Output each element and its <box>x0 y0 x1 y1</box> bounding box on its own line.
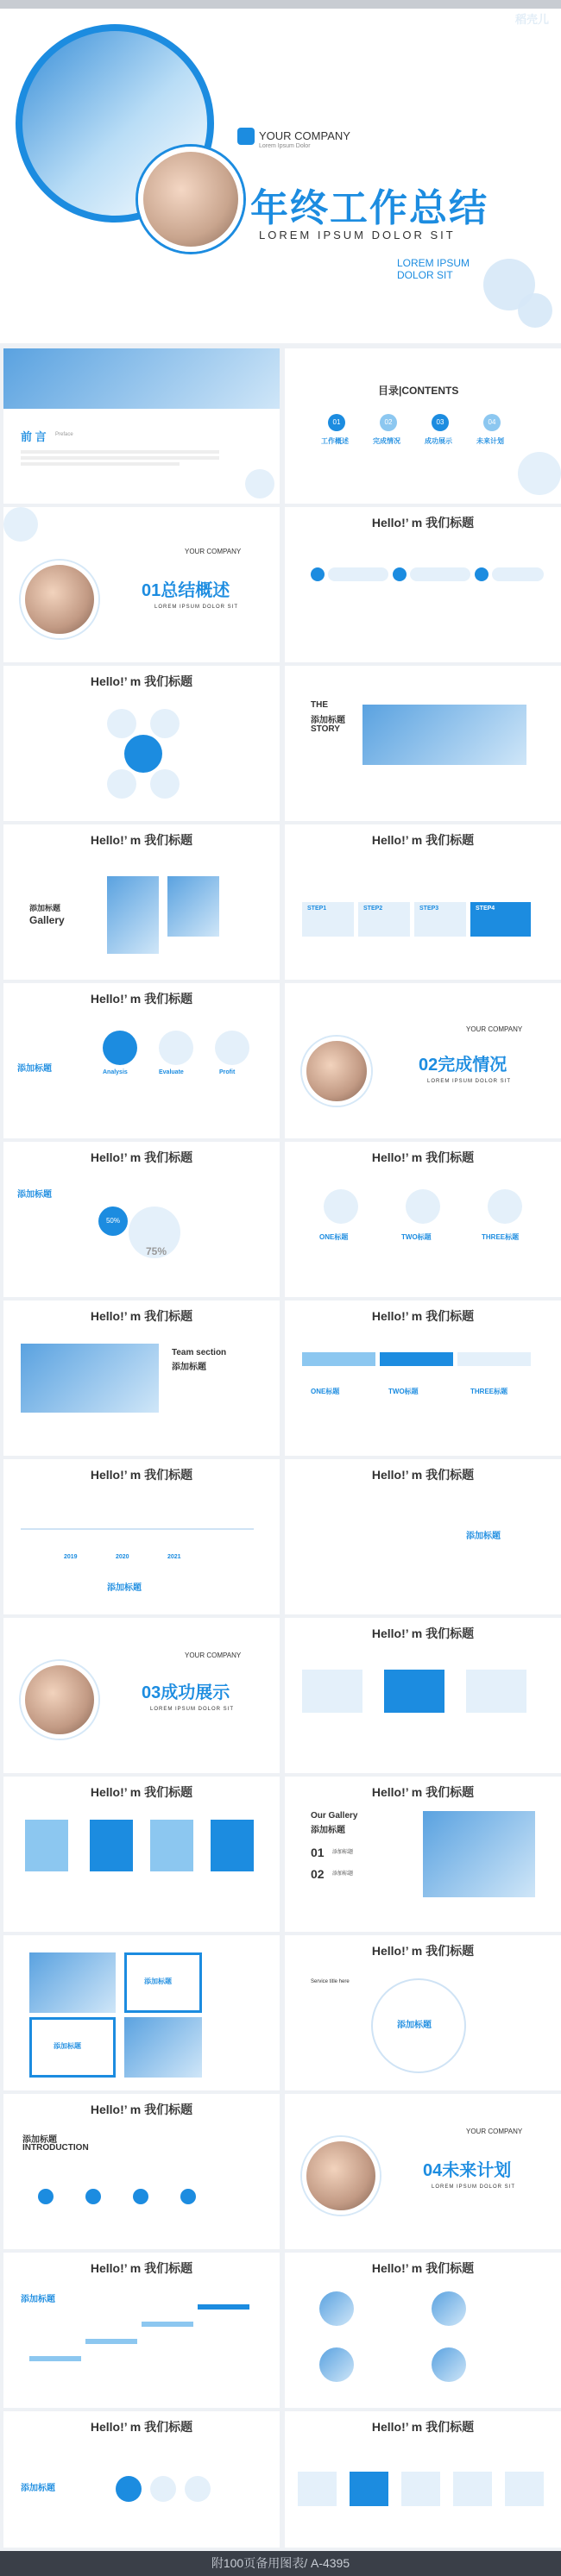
timeline-title: 添加标题 <box>107 1583 142 1593</box>
gallery-en: Gallery <box>29 914 65 926</box>
slide-hello-a <box>285 507 561 662</box>
slide-contents <box>285 348 561 504</box>
option-circle <box>150 769 180 799</box>
photo-card <box>29 1952 116 2013</box>
our-gallery-photo <box>423 1811 535 1897</box>
cover-title: 年终工作总结 <box>250 187 489 229</box>
step-card-4 <box>211 1820 254 1871</box>
decor-dot <box>518 452 561 495</box>
service-text: Service title here <box>311 1979 350 1984</box>
slide-header: Hello!’ m 我们标题 <box>371 1785 475 1799</box>
process-label-2: Evaluate <box>159 1069 184 1075</box>
stairs-title: 添加标题 <box>21 2295 55 2304</box>
gallery-photo <box>107 876 159 954</box>
story-title: 添加标题 <box>311 716 345 725</box>
option-circle-3 <box>488 1189 522 1224</box>
handshake-photo <box>302 1037 371 1106</box>
handshake-photo <box>302 2137 380 2215</box>
option-label-2: TWO标题 <box>388 1388 419 1395</box>
slide-section3 <box>3 1618 280 1773</box>
slide-our-gallery <box>285 1777 561 1932</box>
section-title: 04未来计划 <box>423 2161 512 2180</box>
stair-1 <box>29 2356 81 2361</box>
title-card <box>124 1952 202 2013</box>
company-name: YOUR COMPANY <box>185 1652 242 1659</box>
option-label-3: THREE标题 <box>470 1388 508 1395</box>
cover-handshake-photo <box>138 147 243 252</box>
step-box-3 <box>414 902 466 937</box>
decor-dot <box>245 469 274 498</box>
slide-header: Hello!’ m 我们标题 <box>90 674 193 688</box>
slide-step-grid <box>3 1777 280 1932</box>
gallery-item-1: 添加标题 <box>332 1850 354 1855</box>
slide-header: Hello!’ m 我们标题 <box>371 1944 475 1958</box>
percent-title: 添加标题 <box>17 1190 52 1200</box>
section-title: 02完成情况 <box>419 1056 507 1075</box>
step-box-2 <box>358 902 410 937</box>
year-1: 2019 <box>64 1554 78 1560</box>
slide-header: Hello!’ m 我们标题 <box>371 1626 475 1640</box>
preface-body <box>21 450 219 466</box>
preface-title: 前 言 <box>21 430 47 443</box>
step-dot <box>311 567 325 581</box>
section-sub: LOREM IPSUM DOLOR SIT <box>427 1079 512 1084</box>
circle-photo <box>432 2347 466 2382</box>
diamonds-title: 添加标题 <box>21 2484 55 2493</box>
contents-label-1: 工作概述 <box>321 437 349 445</box>
company-name: YOUR COMPANY <box>259 129 350 142</box>
stair-4 <box>198 2304 249 2310</box>
process-circle-3 <box>215 1031 249 1065</box>
decor-dot <box>3 507 38 542</box>
process-label-1: Analysis <box>103 1069 128 1075</box>
step-label: STEP1 <box>307 906 327 912</box>
cover-slide <box>0 0 561 343</box>
step-pill <box>328 567 388 581</box>
slide-header: Hello!’ m 我们标题 <box>90 1150 193 1164</box>
our-gallery-title: Our Gallery <box>311 1811 358 1821</box>
slide-header: Hello!’ m 我们标题 <box>371 1309 475 1323</box>
step-box-1 <box>302 1670 362 1713</box>
chain-box-1 <box>298 2472 337 2506</box>
story-the: THE <box>311 700 328 710</box>
option-circle <box>107 709 136 738</box>
slide-header: Hello!’ m 我们标题 <box>371 516 475 530</box>
card-title: 添加标题 <box>144 1977 172 1985</box>
gallery-num-1: 01 <box>311 1846 325 1859</box>
slide-section1 <box>3 507 280 662</box>
story-en: STORY <box>311 724 340 734</box>
slide-header: Hello!’ m 我们标题 <box>371 2261 475 2275</box>
process-circle-2 <box>159 1031 193 1065</box>
intro-icon <box>133 2189 148 2204</box>
decor-dot <box>518 293 552 328</box>
chain-box-3 <box>401 2472 440 2506</box>
chain-box-2 <box>350 2472 388 2506</box>
option-label-1: ONE标题 <box>319 1233 349 1241</box>
slide-header: Hello!’ m 我们标题 <box>90 1785 193 1799</box>
step-card-1 <box>25 1820 68 1871</box>
percent-circle-1: 50% <box>98 1207 128 1236</box>
step-card-2 <box>90 1820 133 1871</box>
company-name: YOUR COMPANY <box>185 548 242 555</box>
process-label-3: Profit <box>219 1069 236 1075</box>
company-name: YOUR COMPANY <box>466 2128 523 2135</box>
option-circle <box>107 769 136 799</box>
circle-photo <box>432 2291 466 2326</box>
contents-label-3: 成功展示 <box>425 437 452 445</box>
diamond-1 <box>116 2476 142 2502</box>
slide-photo-cards <box>3 1935 280 2090</box>
slide-timeline <box>3 1459 280 1614</box>
year-2: 2020 <box>116 1554 129 1560</box>
company-sub: Lorem Ipsum Dolor <box>259 143 311 149</box>
contents-num-4: 04 <box>483 414 501 431</box>
section-title: 01总结概述 <box>142 581 230 600</box>
slide-introduction <box>3 2094 280 2249</box>
team-photo <box>21 1344 159 1413</box>
step-label: STEP3 <box>419 906 439 912</box>
our-gallery-cn: 添加标题 <box>311 1826 345 1835</box>
slide-header: Hello!’ m 我们标题 <box>371 1150 475 1164</box>
section-sub: LOREM IPSUM DOLOR SIT <box>154 605 239 610</box>
intro-icon <box>180 2189 196 2204</box>
year-3: 2021 <box>167 1554 181 1560</box>
slide-diamonds <box>3 2411 280 2548</box>
cycle-title: 添加标题 <box>397 2021 432 2030</box>
section-sub: LOREM IPSUM DOLOR SIT <box>432 2184 516 2190</box>
intro-title: 添加标题 <box>22 2135 57 2145</box>
slide-steps-row <box>285 1301 561 1456</box>
team-cn: 添加标题 <box>172 1363 206 1372</box>
contents-num-1: 01 <box>328 414 345 431</box>
slide-cycle <box>285 1935 561 2090</box>
section-title: 03成功展示 <box>142 1683 230 1702</box>
slide-options <box>285 1142 561 1297</box>
option-circle-2 <box>406 1189 440 1224</box>
company-name: YOUR COMPANY <box>466 1025 523 1033</box>
slide-header: Hello!’ m 我们标题 <box>371 833 475 847</box>
title-card <box>29 2017 116 2078</box>
option-label-3: THREE标题 <box>482 1233 520 1241</box>
step-cards-title: 添加标题 <box>466 1532 501 1541</box>
watermark-logo: 稻壳儿 <box>514 13 549 26</box>
slide-step-cards <box>285 1459 561 1614</box>
footer-caption: 附100页备用图表/ A-4395 <box>0 2551 561 2576</box>
slide-percent <box>3 1142 280 1297</box>
step-dot <box>475 567 489 581</box>
step-box-1 <box>302 902 354 937</box>
diamond-2 <box>150 2476 176 2502</box>
slide-header: Hello!’ m 我们标题 <box>90 1468 193 1482</box>
company-logo-icon <box>237 128 255 145</box>
step-bar-1 <box>302 1352 375 1366</box>
option-circle-center <box>124 735 162 773</box>
slide-hello-b <box>3 666 280 821</box>
step-label: STEP4 <box>476 906 495 912</box>
timeline-line <box>21 1528 254 1530</box>
handshake-photo <box>21 1661 98 1739</box>
intro-icon <box>38 2189 54 2204</box>
step-pill <box>410 567 470 581</box>
slide-stairs <box>3 2253 280 2408</box>
cover-blue-line1: LOREM IPSUM <box>397 257 470 269</box>
process-circle-1 <box>103 1031 137 1065</box>
slide-step-boxes <box>285 1618 561 1773</box>
cover-blue-text <box>397 257 470 281</box>
chain-box-5 <box>505 2472 544 2506</box>
slide-story <box>285 666 561 821</box>
process-title: 添加标题 <box>17 1064 52 1074</box>
slide-team <box>3 1301 280 1456</box>
slide-preface <box>3 348 280 504</box>
intro-en: INTRODUCTION <box>22 2143 89 2153</box>
city-banner-photo <box>3 348 280 409</box>
cover-blue-line2: DOLOR SIT <box>397 269 453 281</box>
slide-section2 <box>285 983 561 1138</box>
slide-header: Hello!’ m 我们标题 <box>90 2103 193 2116</box>
top-bar <box>0 0 561 9</box>
slide-process <box>3 983 280 1138</box>
slide-step-chain <box>285 2411 561 2548</box>
team-title: Team section <box>172 1348 227 1357</box>
contents-label-4: 未来计划 <box>476 437 504 445</box>
preface-en: Preface <box>55 432 73 437</box>
slide-steps-arrow <box>285 824 561 980</box>
contents-title: 目录|CONTENTS <box>378 385 459 397</box>
circle-photo <box>319 2291 354 2326</box>
gallery-photo <box>167 876 219 937</box>
step-box-4 <box>470 902 531 937</box>
handshake-photo <box>21 561 98 638</box>
option-circle-1 <box>324 1189 358 1224</box>
slide-header: Hello!’ m 我们标题 <box>90 2261 193 2275</box>
slide-header: Hello!’ m 我们标题 <box>90 1309 193 1323</box>
step-label: STEP2 <box>363 906 383 912</box>
slide-header: Hello!’ m 我们标题 <box>90 833 193 847</box>
step-dot <box>393 567 407 581</box>
intro-icon <box>85 2189 101 2204</box>
slide-gallery <box>3 824 280 980</box>
slide-header: Hello!’ m 我们标题 <box>371 2420 475 2434</box>
option-label-1: ONE标题 <box>311 1388 340 1395</box>
option-label-2: TWO标题 <box>401 1233 432 1241</box>
slide-header: Hello!’ m 我们标题 <box>90 992 193 1006</box>
contents-num-2: 02 <box>380 414 397 431</box>
slide-header: Hello!’ m 我们标题 <box>371 1468 475 1482</box>
step-pill <box>492 567 544 581</box>
story-photo <box>362 705 526 765</box>
step-card-3 <box>150 1820 193 1871</box>
slide-section4 <box>285 2094 561 2249</box>
step-box-2 <box>384 1670 444 1713</box>
contents-label-2: 完成情况 <box>373 437 400 445</box>
diamond-3 <box>185 2476 211 2502</box>
step-bar-3 <box>457 1352 531 1366</box>
gallery-num-2: 02 <box>311 1867 325 1881</box>
contents-num-3: 03 <box>432 414 449 431</box>
slide-four-circles <box>285 2253 561 2408</box>
stair-3 <box>142 2322 193 2327</box>
step-box-3 <box>466 1670 526 1713</box>
circle-photo <box>319 2347 354 2382</box>
stair-2 <box>85 2339 137 2344</box>
section-sub: LOREM IPSUM DOLOR SIT <box>150 1707 235 1712</box>
gallery-item-2: 添加标题 <box>332 1871 354 1877</box>
slide-header: Hello!’ m 我们标题 <box>90 2420 193 2434</box>
photo-card <box>124 2017 202 2078</box>
gallery-title: 添加标题 <box>29 904 61 912</box>
card-title: 添加标题 <box>54 2042 81 2050</box>
percent-value-2: 75% <box>146 1245 167 1257</box>
chain-box-4 <box>453 2472 492 2506</box>
option-circle <box>150 709 180 738</box>
cover-subtitle: LOREM IPSUM DOLOR SIT <box>259 229 456 241</box>
step-bar-2 <box>380 1352 453 1366</box>
